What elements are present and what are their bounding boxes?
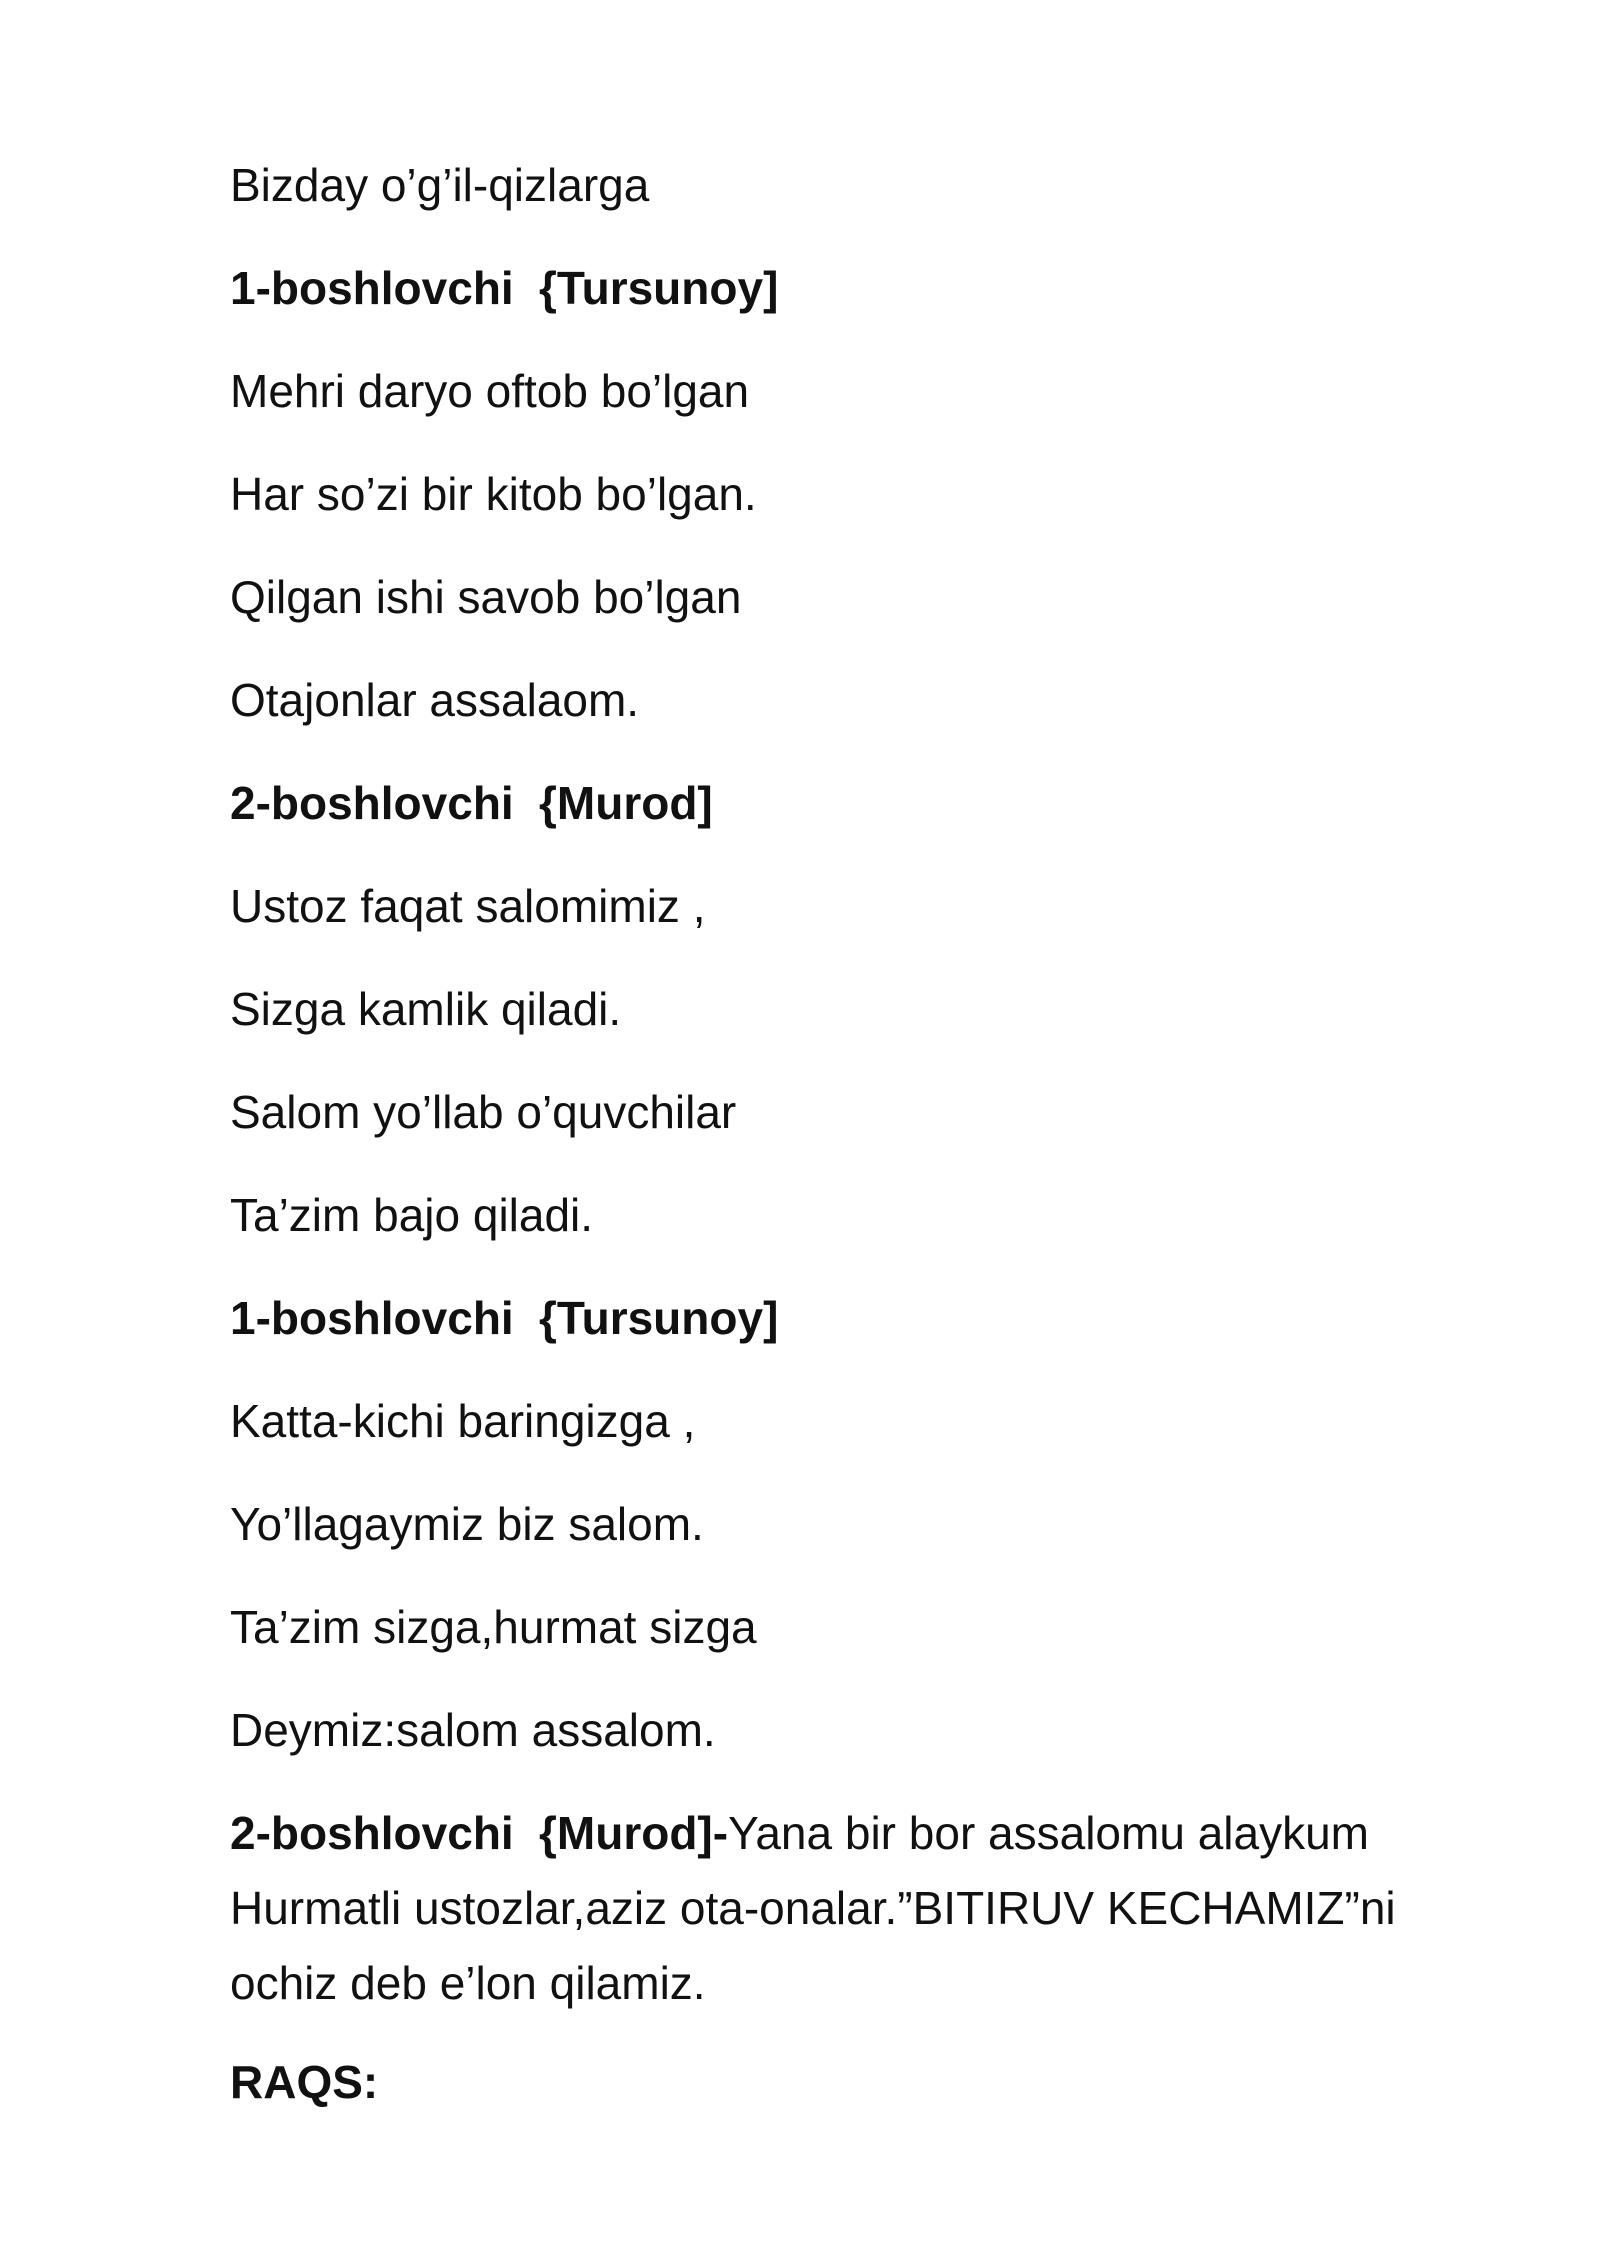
text-line: Otajonlar assalaom. [230, 674, 640, 726]
document-body [230, 150, 1510, 2150]
text-line: Mehri daryo oftob bo’lgan [230, 365, 750, 417]
speaker-line [230, 768, 1510, 871]
speaker-line [230, 253, 1510, 356]
speaker-name: {Tursunoy] [539, 262, 779, 314]
speaker-role: 1-boshlovchi [230, 262, 514, 314]
text-line: Yo’llagaymiz biz salom. [230, 1498, 704, 1550]
text-line: Ustoz faqat salomimiz , [230, 880, 706, 932]
text-line: Deymiz:salom assalom. [230, 1704, 716, 1756]
text-line: Sizga kamlik qiladi. [230, 983, 622, 1035]
final-paragraph [230, 1796, 1510, 2021]
speaker-role: 2-boshlovchi [230, 1807, 514, 1859]
speaker-role: 2-boshlovchi [230, 777, 514, 829]
paragraph-text: Yana bir bor assalomu alaykum Hurmatli ustozlar,aziz ota-onalar.”BITIRUV KECHAMIZ”ni ochiz deb e’lon qilamiz. [230, 1807, 1396, 2009]
text-line: Bizday o’g’il-qizlarga [230, 159, 650, 211]
speaker-name: {Murod]- [539, 1807, 729, 1859]
closing-heading: RAQS: [230, 2056, 379, 2108]
text-line: Qilgan ishi savob bo’lgan [230, 571, 742, 623]
speaker-line [230, 1283, 1510, 1386]
speaker-name: {Tursunoy] [539, 1292, 779, 1344]
text-line: Ta’zim sizga,hurmat sizga [230, 1601, 757, 1653]
text-line: Salom yo’llab o’quvchilar [230, 1086, 737, 1138]
speaker-role: 1-boshlovchi [230, 1292, 514, 1344]
speaker-name: {Murod] [539, 777, 713, 829]
text-line: Ta’zim bajo qiladi. [230, 1189, 594, 1241]
text-line: Har so’zi bir kitob bo’lgan. [230, 468, 757, 520]
text-line: Katta-kichi baringizga , [230, 1395, 696, 1447]
